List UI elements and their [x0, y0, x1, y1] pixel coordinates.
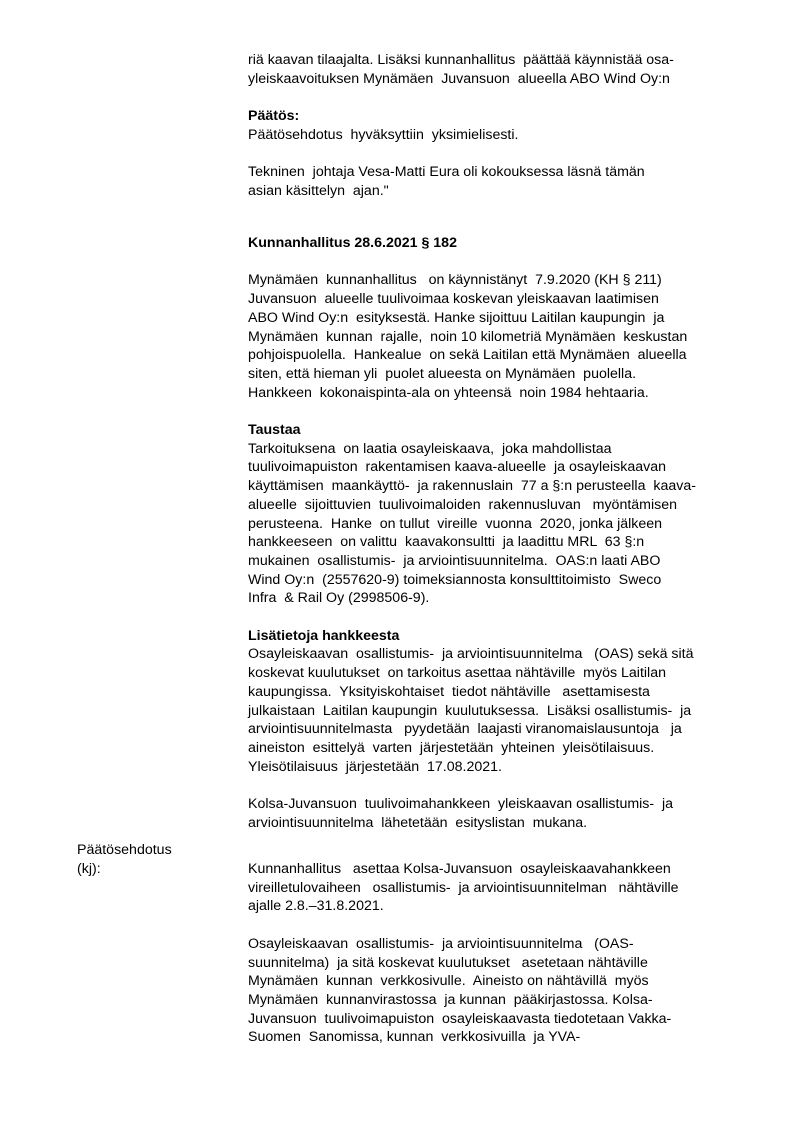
- more-info-heading: Lisätietoja hankkeesta: [248, 627, 400, 644]
- background-line: alueelle sijoittuvien tuulivoimaloiden rakennusluvan myöntämisen: [248, 496, 678, 513]
- background-heading: Taustaa: [248, 422, 301, 438]
- background-line: perusteena. Hanke on tullut vireille vuonna 2020, jonka jälkeen: [248, 515, 663, 532]
- proposal-more-line: Mynämäen kunnanvirastossa ja kunnan pääkirjastossa. Kolsa-: [248, 991, 653, 1008]
- meeting-line: ABO Wind Oy:n esityksestä. Hanke sijoittuu Laitilan kaupungin ja: [248, 309, 665, 326]
- proposal-more-line: suunnitelma) ja sitä koskevat kuulutukset asetetaan nähtäville: [248, 954, 648, 971]
- more-info-line: arviointisuunnitelmasta pyydetään laajasti viranomaislausuntoja ja: [248, 721, 682, 738]
- decision-note-line: Tekninen johtaja Vesa-Matti Eura oli kokouksessa läsnä tämän: [248, 164, 645, 181]
- meeting-heading: Kunnanhallitus 28.6.2021 § 182: [248, 235, 457, 251]
- intro-line: yleiskaavoituksen Mynämäen Juvansuon alueella ABO Wind Oy:n: [248, 70, 670, 87]
- proposal-line: vireilletulovaiheen osallistumis- ja arviointisuunnitelman nähtäville: [248, 879, 679, 896]
- proposal-section: [248, 860, 748, 1047]
- proposal-more-line: Juvansuon tuulivoimapuiston osayleiskaavasta tiedotetaan Vakka-: [248, 1010, 672, 1027]
- proposal-more-line: Mynämäen kunnan verkkosivulle. Aineisto on nähtävillä myös: [248, 973, 649, 990]
- decision-note-line: asian käsittelyn ajan.": [248, 182, 389, 199]
- more-info-line: koskevat kuulutukset on tarkoitus asettaa nähtäville myös Laitilan: [248, 665, 666, 682]
- background-line: Wind Oy:n (2557620-9) toimeksiannosta konsulttitoimisto Sweco: [248, 571, 662, 588]
- meeting-line: pohjoispuolella. Hankealue on sekä Laitilan että Mynämäen alueella: [248, 347, 687, 364]
- proposal-label-line: (kj):: [77, 860, 101, 877]
- meeting-line: siten, että hieman yli puolet alueesta on Mynämäen puolella.: [248, 365, 637, 382]
- background-line: hankkeeseen on valittu kaavakonsultti ja laadittu MRL 63 §:n: [248, 534, 645, 551]
- background-line: Infra & Rail Oy (2998506-9).: [248, 590, 430, 607]
- more-info-closing-line: arviointisuunnitelma lähetetään esityslistan mukana.: [248, 814, 588, 831]
- proposal-label: [77, 841, 172, 878]
- intro-section: [248, 51, 748, 201]
- decision-heading: Päätös:: [248, 108, 300, 125]
- proposal-label-line: Päätösehdotus: [77, 842, 172, 858]
- decision-text: Päätösehdotus hyväksyttiin yksimielisesti.: [248, 126, 519, 143]
- proposal-more-line: Osayleiskaavan osallistumis- ja arviointisuunnitelma (OAS-: [248, 935, 634, 952]
- more-info-line: Osayleiskaavan osallistumis- ja arviointisuunnitelma (OAS) sekä sitä: [248, 646, 694, 663]
- more-info-line: kaupungissa. Yksityiskohtaiset tiedot nähtäville asettamisesta: [248, 683, 650, 700]
- more-info-line: julkaistaan Laitilan kaupungin kuulutuksessa. Lisäksi osallistumis- ja: [248, 702, 692, 719]
- meeting-line: Mynämäen kunnanhallitus on käynnistänyt 7.9.2020 (KH § 211): [248, 272, 662, 289]
- background-line: tuulivoimapuiston rakentamisen kaava-alueelle ja osayleiskaavan: [248, 459, 666, 476]
- more-info-line: aineiston esittelyä varten järjestetään yhteinen yleisötilaisuus.: [248, 739, 655, 756]
- intro-line: riä kaavan tilaajalta. Lisäksi kunnanhallitus päättää käynnistää osa-: [248, 52, 674, 68]
- background-line: käyttämisen maankäyttö- ja rakennuslain 77 a §:n perusteella kaava-: [248, 478, 696, 495]
- meeting-section: [248, 234, 748, 832]
- meeting-line: Juvansuon alueelle tuulivoimaa koskevan yleiskaavan laatimisen: [248, 291, 659, 308]
- more-info-line: Yleisötilaisuus järjestetään 17.08.2021.: [248, 758, 502, 775]
- background-line: Tarkoituksena on laatia osayleiskaava, joka mahdollistaa: [248, 440, 612, 457]
- proposal-more-line: Suomen Sanomissa, kunnan verkkosivuilla ja YVA-: [248, 1029, 581, 1046]
- meeting-line: Mynämäen kunnan rajalle, noin 10 kilometriä Mynämäen keskustan: [248, 328, 688, 345]
- more-info-closing-line: Kolsa-Juvansuon tuulivoimahankkeen yleiskaavan osallistumis- ja: [248, 796, 674, 813]
- meeting-line: Hankkeen kokonaispinta-ala on yhteensä noin 1984 hehtaaria.: [248, 384, 649, 401]
- background-line: mukainen osallistumis- ja arviointisuunnitelma. OAS:n laati ABO: [248, 552, 661, 569]
- proposal-line: Kunnanhallitus asettaa Kolsa-Juvansuon osayleiskaavahankkeen: [248, 861, 671, 877]
- proposal-line: ajalle 2.8.–31.8.2021.: [248, 898, 384, 915]
